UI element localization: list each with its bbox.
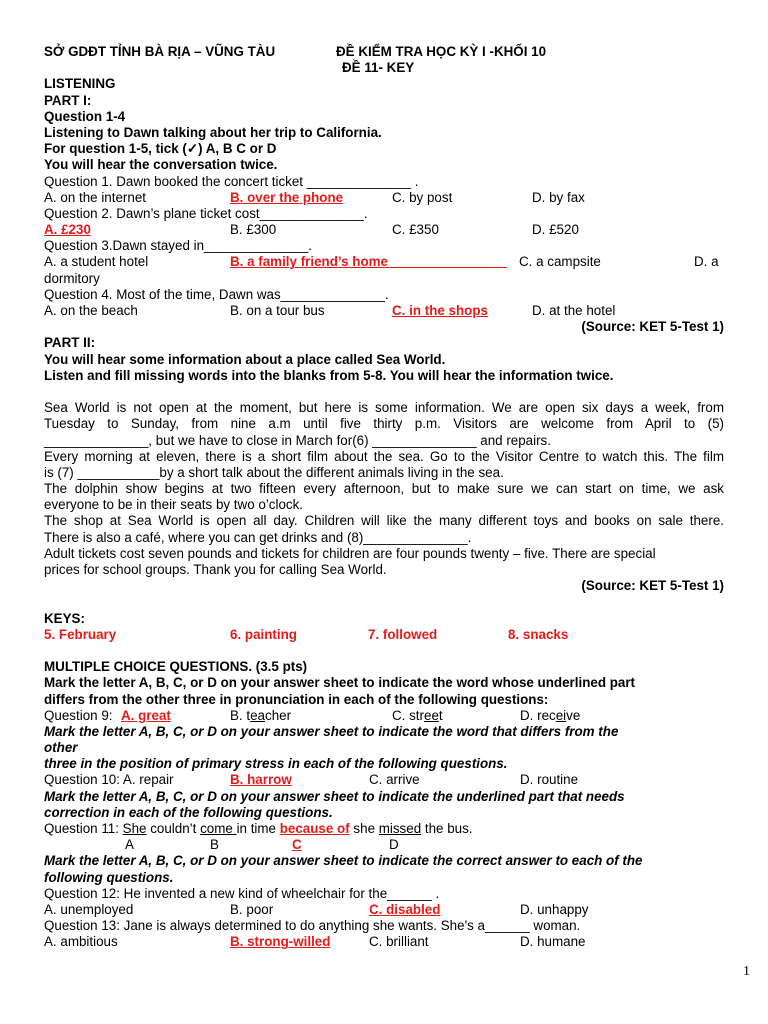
options-row <box>44 254 724 270</box>
answer-letter: C <box>292 837 302 853</box>
underlined-part: ee <box>424 707 439 723</box>
key-answer: 5. February <box>44 626 117 642</box>
part2-instruction: You will hear some information about a place called Sea World. <box>44 351 446 367</box>
option-continuation: dormitory <box>44 270 100 286</box>
question-stem: Question 2. Dawn’s plane ticket cost______________. <box>44 205 368 221</box>
source-note: (Source: KET 5-Test 1) <box>581 319 724 335</box>
option: D. humane <box>520 934 586 950</box>
mcq-instruction: Mark the letter A, B, C, or D on your answer sheet to indicate the correct answer to each of the <box>44 853 643 869</box>
question-label: Question 9: <box>44 707 113 723</box>
option: B. poor <box>230 901 274 917</box>
option: A. on the beach <box>44 303 138 318</box>
passage-line: is (7) ___________by a short talk about the different animals living in the sea. <box>44 464 504 480</box>
key-answer: 8. snacks <box>508 626 569 642</box>
options-row <box>44 934 724 950</box>
header-line <box>44 44 724 60</box>
keys-title: KEYS: <box>44 610 85 626</box>
error-sentence: Question 11: She couldn’t come in time because of she missed the bus. <box>44 821 473 836</box>
option: C. by post <box>392 189 453 205</box>
question-stem: Question 3.Dawn stayed in______________. <box>44 238 313 254</box>
letter-label: D <box>389 837 399 853</box>
option: D. unhappy <box>520 901 589 917</box>
header-department: SỞ GDĐT TỈNH BÀ RỊA – VŨNG TÀU <box>44 44 276 59</box>
question-stem: Question 12: He invented a new kind of wheelchair for the______ . <box>44 885 440 901</box>
mcq-instruction: following questions. <box>44 869 174 885</box>
options-row <box>44 303 724 319</box>
option: A. a student hotel <box>44 254 149 270</box>
letter-label: B <box>210 837 219 853</box>
option: B. £300 <box>230 222 277 238</box>
part1-instruction: For question 1-5, tick (✓) A, B C or D <box>44 141 277 157</box>
part1-title: PART I: <box>44 92 92 108</box>
page-number: 1 <box>743 964 750 979</box>
options-row: Question 9: A. great B. teacher C. street D. receive <box>44 707 581 723</box>
passage-line: There is also a café, where you can get drinks and (8)______________. <box>44 529 472 545</box>
options-row <box>44 772 724 788</box>
mcq-instruction: three in the position of primary stress in each of the following questions. <box>44 756 508 772</box>
underlined-part: come <box>200 821 237 836</box>
option: B. on a tour bus <box>230 303 325 318</box>
answer-part: because of <box>279 821 350 836</box>
option: A. ambitious <box>44 934 118 950</box>
passage-line: Every morning at eleven, there is a short film about the sea. Go to the Visitor Centre to watch this. The film <box>44 448 724 464</box>
answer-blank: ________________ <box>388 254 508 270</box>
option: C. £350 <box>392 222 439 238</box>
part1-question-range: Question 1-4 <box>44 108 126 124</box>
part1-instruction: You will hear the conversation twice. <box>44 157 278 173</box>
underlined-part: ea <box>250 707 265 723</box>
underlined-part: She <box>122 821 147 836</box>
passage-line: Tuesday to Sunday, from nine a.m until five thirty p.m. Visitors are welcome from April to (5) <box>44 416 724 432</box>
passage-line: Sea World is not open at the moment, but here is some information. We are open six days a week, from <box>44 400 724 416</box>
option: D. £520 <box>532 222 579 238</box>
options-row <box>44 902 724 918</box>
listening-title: LISTENING <box>44 76 116 92</box>
passage-line: ______________, but we have to close in March for(6) ______________ and repairs. <box>44 432 551 448</box>
passage-line: The shop at Sea World is open all day. Children will like the many different toys and books on sale there. <box>44 513 724 529</box>
answer-option: C. disabled <box>369 901 441 917</box>
underlined-part: ei <box>555 707 567 723</box>
answer-option: B. a family friend’s home <box>230 254 389 270</box>
mcq-title: MULTIPLE CHOICE QUESTIONS. (3.5 pts) <box>44 659 308 675</box>
option: A. unemployed <box>44 901 134 917</box>
option: C. a campsite <box>519 254 601 270</box>
question-stem: Question 10: A. repair <box>44 772 174 788</box>
answer-option: C. in the shops <box>392 303 488 318</box>
part2-title: PART II: <box>44 335 96 351</box>
passage-line: everyone to be in their seats by two o’clock. <box>44 497 304 513</box>
option: C. brilliant <box>369 934 429 950</box>
mcq-instruction: Mark the letter A, B, C, or D on your answer sheet to indicate the word that differs from the <box>44 723 619 739</box>
question-stem: Question 1. Dawn booked the concert ticket ______________ . <box>44 173 419 189</box>
header-subtitle: ĐỀ 11- KEY <box>342 60 415 76</box>
option: D. routine <box>520 772 579 788</box>
key-answer: 7. followed <box>368 626 438 642</box>
letter-label: A <box>125 837 134 853</box>
question-stem: Question 13: Jane is always determined to do anything she wants. She's a______ woman. <box>44 918 581 934</box>
mcq-instruction: differs from the other three in pronunciation in each of the following questions: <box>44 691 549 707</box>
error-letters-row <box>44 837 724 853</box>
answer-option: A. great <box>121 707 171 723</box>
answer-option: B. strong-willed <box>230 934 331 950</box>
option: D. at the hotel <box>532 303 616 318</box>
part1-instruction: Listening to Dawn talking about her trip to California. <box>44 124 382 140</box>
option: D. a <box>694 254 719 270</box>
options-row <box>44 190 724 206</box>
option: C. arrive <box>369 772 420 788</box>
mcq-instruction: other <box>44 740 78 756</box>
answer-option: A. £230 <box>44 222 91 238</box>
header-subtitle-line <box>44 60 724 76</box>
mcq-instruction: correction in each of the following questions. <box>44 804 333 820</box>
options-row <box>44 222 724 238</box>
key-answer: 6. painting <box>230 626 297 642</box>
mcq-instruction: Mark the letter A, B, C, or D on your answer sheet to indicate the underlined part that needs <box>44 788 625 804</box>
question-stem: Question 4. Most of the time, Dawn was______________. <box>44 286 389 302</box>
exam-page <box>44 44 724 951</box>
answer-option: B. harrow <box>230 772 292 788</box>
passage-line: prices for school groups. Thank you for calling Sea World. <box>44 562 387 577</box>
answer-option: B. over the phone <box>230 189 344 205</box>
part2-instruction: Listen and fill missing words into the blanks from 5-8. You will hear the information twice. <box>44 367 614 383</box>
option: D. by fax <box>532 189 585 205</box>
mcq-instruction: Mark the letter A, B, C, or D on your answer sheet to indicate the word whose underlined part <box>44 675 636 691</box>
passage-line: The dolphin show begins at two fifteen every afternoon, but to make sure we can start on time, we ask <box>44 481 724 497</box>
option: A. on the internet <box>44 189 146 205</box>
header-exam-title: ĐỀ KIỂM TRA HỌC KỲ I -KHỐI 10 <box>336 44 547 59</box>
source-note: (Source: KET 5-Test 1) <box>581 578 724 594</box>
keys-row <box>44 627 724 643</box>
passage-line: Adult tickets cost seven pounds and tickets for children are four pounds twenty – five. There are special <box>44 545 656 561</box>
underlined-part: missed <box>378 821 422 836</box>
